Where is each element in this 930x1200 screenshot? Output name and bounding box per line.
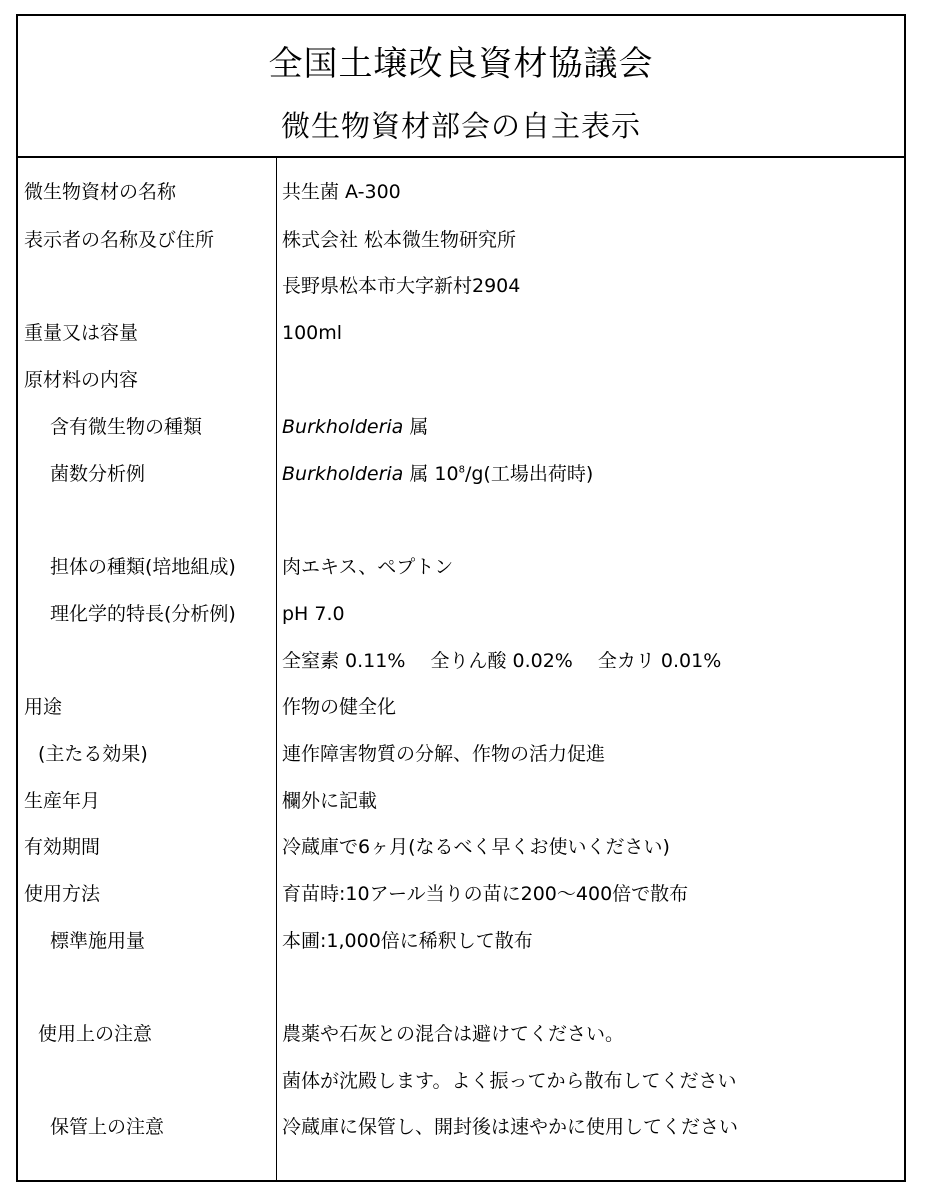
address-value: 長野県松本市大字新村2904 — [282, 275, 521, 297]
storage-label: 保管上の注意 — [50, 1116, 165, 1138]
company-label: 表示者の名称及び住所 — [24, 229, 215, 251]
date-label: 生産年月 — [24, 790, 101, 812]
name-label: 微生物資材の名称 — [24, 181, 177, 203]
dosage-label: 標準施用量 — [50, 930, 146, 952]
microbe-genus: Burkholderia — [282, 416, 404, 438]
method-value: 育苗時:10アール当りの苗に200～400倍で散布 — [282, 883, 689, 905]
expiry-label: 有効期間 — [24, 836, 101, 858]
caution-value-2: 菌体が沈殿します。よく振ってから散布してください — [282, 1070, 737, 1092]
microbe-type-label: 含有微生物の種類 — [50, 416, 203, 438]
count-tail: /g(工場出荷時) — [464, 463, 594, 485]
page-title: 全国土壌改良資材協議会 — [268, 44, 654, 84]
effect-label: (主たる効果) — [38, 743, 148, 765]
name-value: 共生菌 A-300 — [282, 181, 401, 203]
caution-value-1: 農薬や石灰との混合は避けてください。 — [282, 1023, 625, 1045]
count-genus: Burkholderia — [282, 463, 404, 485]
count-mid: 属 10 — [409, 463, 459, 485]
label-frame — [16, 14, 906, 1182]
use-label: 用途 — [24, 696, 63, 718]
carrier-value: 肉エキス、ペプトン — [282, 556, 454, 578]
page-subtitle: 微生物資材部会の自主表示 — [280, 109, 641, 143]
count-label: 菌数分析例 — [50, 463, 146, 485]
expiry-value: 冷蔵庫で6ヶ月(なるべく早くお使いください) — [282, 836, 670, 858]
storage-value: 冷蔵庫に保管し、開封後は速やかに使用してください — [282, 1116, 739, 1138]
header — [18, 16, 904, 158]
microbe-type-value — [282, 415, 428, 439]
column-divider — [276, 156, 277, 1180]
weight-label: 重量又は容量 — [24, 322, 139, 344]
caution-label: 使用上の注意 — [38, 1023, 153, 1045]
use-value: 作物の健全化 — [282, 696, 397, 718]
weight-value: 100ml — [282, 322, 343, 344]
ingredients-label: 原材料の内容 — [24, 369, 139, 391]
count-exponent: 8 — [458, 464, 465, 476]
chem-label: 理化学的特長(分析例) — [50, 603, 236, 625]
count-value — [282, 462, 593, 486]
ph-value: pH 7.0 — [282, 603, 345, 625]
method-label: 使用方法 — [24, 883, 101, 905]
carrier-label: 担体の種類(培地組成) — [50, 556, 236, 578]
dosage-value: 本圃:1,000倍に稀釈して散布 — [282, 930, 533, 952]
microbe-genus-suffix: 属 — [409, 416, 429, 438]
company-value: 株式会社 松本微生物研究所 — [282, 229, 517, 251]
effect-value: 連作障害物質の分解、作物の活力促進 — [282, 743, 606, 765]
date-value: 欄外に記載 — [282, 790, 378, 812]
nutrient-value: 全窒素 0.11% 全りん酸 0.02% 全カリ 0.01% — [282, 650, 722, 672]
